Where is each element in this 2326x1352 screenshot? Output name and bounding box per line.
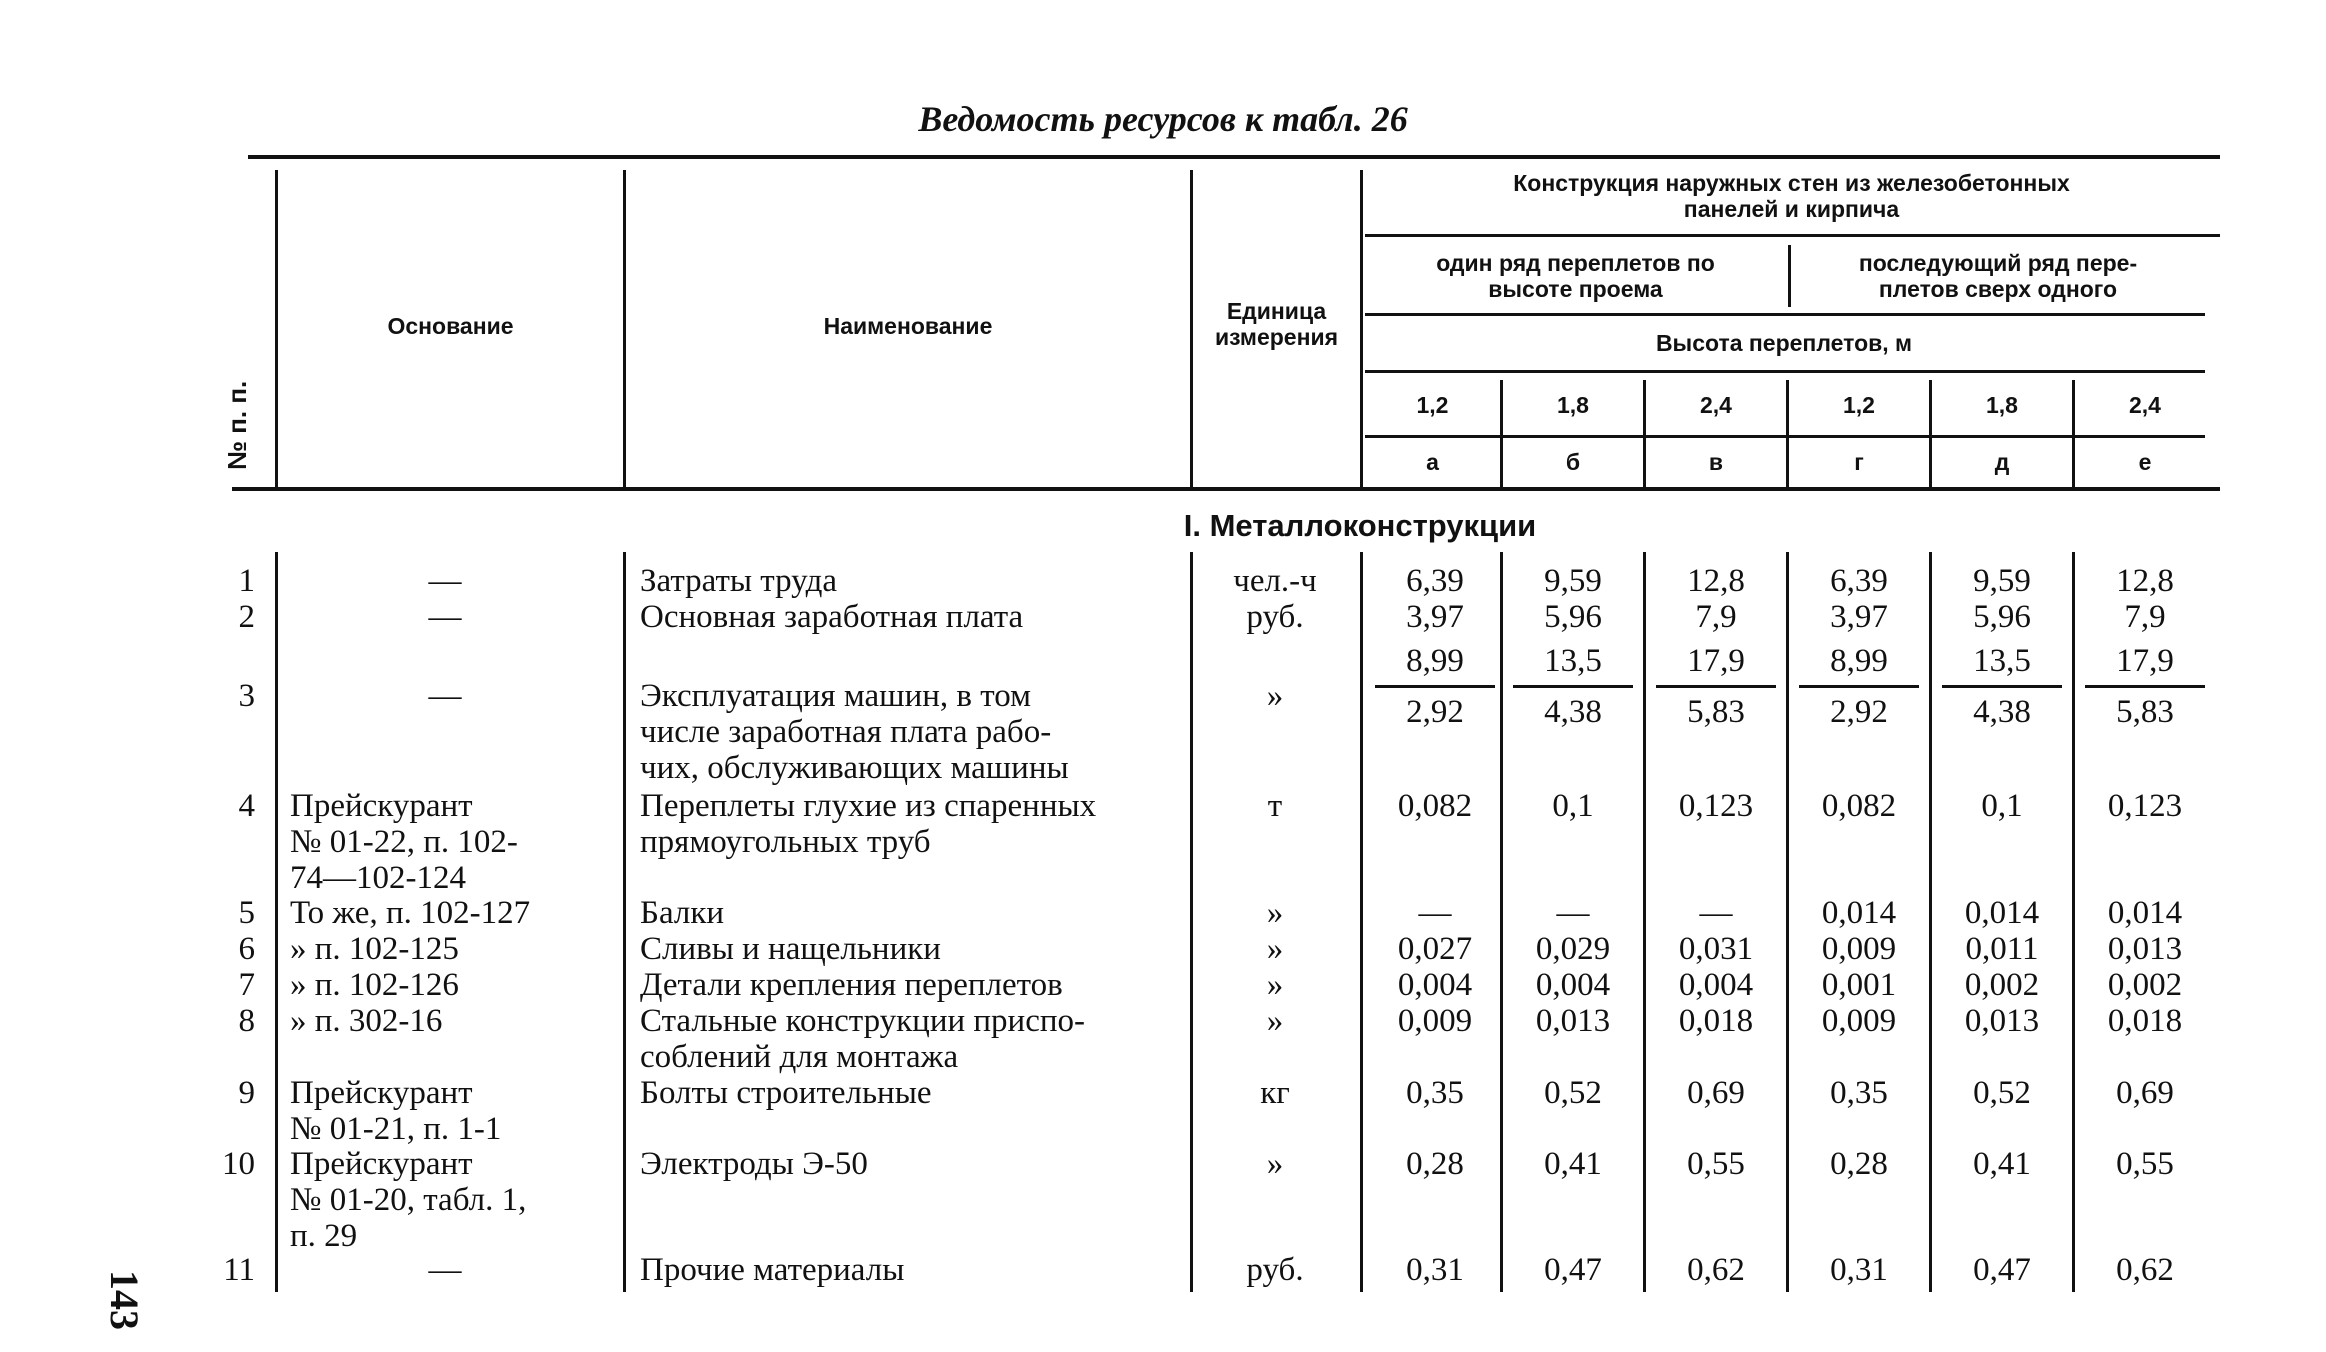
basis-line: — [428,599,462,635]
heights-rule [1365,435,2205,438]
basis-line: № 01-21, п. 1-1 [290,1111,502,1147]
row-number: 11 [223,1252,255,1288]
value-cell: 0,009 [1821,1003,1897,1039]
value-cell: 0,082 [1397,788,1473,824]
name-line: Стальные конструкции приспо- [640,1003,1086,1039]
fraction-numerator: 13,5 [1973,643,2031,679]
fraction-bar [1513,685,1633,688]
group2-header-line2: плетов сверх одного [1878,276,2118,302]
basis-line: То же, п. 102-127 [290,895,531,931]
value-cell: 0,013 [1535,1003,1611,1039]
value-cell: 0,014 [1964,895,2040,931]
height-a: 1,2 [1416,392,1449,418]
fraction-bar [1375,685,1495,688]
unit-cell: » [1266,967,1284,1003]
value-cell: 6,39 [1406,563,1464,599]
value-cell: 0,009 [1397,1003,1473,1039]
unit-cell: кг [1260,1075,1290,1111]
table-title: Ведомость ресурсов к табл. 26 [918,99,1408,139]
basis-line: — [428,678,462,714]
body-divider-4 [1360,552,1363,1292]
construction-header [1363,170,2220,222]
value-cell: 0,123 [1678,788,1754,824]
fraction-cell [2075,643,2215,730]
name-line: Прочие материалы [640,1252,905,1288]
value-cell: 0,014 [2107,895,2183,931]
fraction-denominator: 5,83 [1687,694,1745,730]
value-cell: 0,47 [1973,1252,2031,1288]
basis-line: № 01-20, табл. 1, [290,1182,527,1218]
value-cell: 0,31 [1406,1252,1464,1288]
value-cell: 0,002 [2107,967,2183,1003]
letter-d: г [1854,449,1864,475]
value-cell: 7,9 [2124,599,2166,635]
unit-cell: т [1267,788,1283,824]
unit-cell: руб. [1246,599,1304,635]
row-number: 10 [222,1146,255,1182]
value-cell: 0,013 [1964,1003,2040,1039]
value-cell: 5,96 [1973,599,2031,635]
basis-line: п. 29 [290,1218,358,1254]
value-cell: 0,001 [1821,967,1897,1003]
height-f: 2,4 [2129,392,2161,418]
unit-cell: » [1266,1003,1284,1039]
value-cell: 0,1 [1981,788,2023,824]
row-number: 8 [238,1003,255,1039]
fraction-numerator: 8,99 [1830,643,1888,679]
value-cell: 0,35 [1406,1075,1464,1111]
value-cell: 0,69 [2116,1075,2174,1111]
name-line: соблений для монтажа [640,1039,959,1075]
value-cell: 0,62 [1687,1252,1745,1288]
name-line: Переплеты глухие из спаренных [640,788,1097,824]
value-cell: 6,39 [1830,563,1888,599]
unit-header-line1: Единица [1226,298,1327,324]
name-line: прямоугольных труб [640,824,931,860]
letter-f: е [2138,449,2152,475]
letter-b: б [1565,449,1581,475]
group-rule [1365,313,2205,316]
value-cell: 0,009 [1821,931,1897,967]
value-cell: 0,004 [1397,967,1473,1003]
value-cell: 0,52 [1973,1075,2031,1111]
row-number: 2 [238,599,255,635]
construction-header-line2: панелей и кирпича [1683,196,1900,222]
fraction-bar [1942,685,2062,688]
fraction-bar [2085,685,2205,688]
value-cell: 0,35 [1830,1075,1888,1111]
value-cell: 0,002 [1964,967,2040,1003]
fraction-denominator: 4,38 [1544,694,1602,730]
row-number: 9 [238,1075,255,1111]
value-cell: 0,1 [1552,788,1594,824]
value-cell: 0,029 [1535,931,1611,967]
value-cell: — [1699,895,1733,931]
value-cell: 9,59 [1544,563,1602,599]
group2-header-line1: последующий ряд пере- [1858,250,2138,276]
value-cell: 0,52 [1544,1075,1602,1111]
name-line: Балки [640,895,725,931]
value-cell: 0,014 [1821,895,1897,931]
unit-header [1193,298,1360,350]
basis-line: Прейскурант [290,1075,473,1111]
body-divider-1 [275,552,278,1292]
value-cell: — [1418,895,1452,931]
letter-c: в [1708,449,1724,475]
unit-header-line2: измерения [1214,324,1339,350]
value-cell: 0,004 [1678,967,1754,1003]
value-cell: 7,9 [1695,599,1737,635]
height-label: Высота переплетов, м [1655,330,1913,356]
basis-line: » п. 102-125 [290,931,459,967]
value-cell: 0,28 [1830,1146,1888,1182]
name-line: Сливы и нащельники [640,931,941,967]
fraction-cell [1365,643,1505,730]
top-rule [248,155,2220,159]
value-cell: 3,97 [1830,599,1888,635]
value-cell: 0,47 [1544,1252,1602,1288]
value-cell: — [1556,895,1590,931]
height-c: 2,4 [1700,392,1732,418]
basis-line: » п. 102-126 [290,967,459,1003]
fraction-numerator: 17,9 [1687,643,1745,679]
value-cell: 0,082 [1821,788,1897,824]
basis-line: — [428,563,462,599]
fraction-cell [1789,643,1929,730]
value-cell: 0,027 [1397,931,1473,967]
value-cell: 5,96 [1544,599,1602,635]
fraction-bar [1656,685,1776,688]
name-header: Наименование [823,313,993,339]
value-cell: 0,018 [1678,1003,1754,1039]
unit-cell: » [1266,678,1284,714]
construction-header-line1: Конструкция наружных стен из железобетонных [1513,170,2070,196]
fraction-numerator: 13,5 [1544,643,1602,679]
unit-cell: руб. [1246,1252,1304,1288]
fraction-cell [1646,643,1786,730]
row-number: 5 [238,895,255,931]
fraction-numerator: 17,9 [2116,643,2174,679]
fraction-bar [1799,685,1919,688]
name-line: Электроды Э-50 [640,1146,868,1182]
unit-cell: » [1266,931,1284,967]
basis-header: Основание [387,313,514,339]
row-number: 1 [238,563,255,599]
name-line: Болты строительные [640,1075,932,1111]
header-bottom-rule [232,487,2220,491]
fraction-denominator: 2,92 [1406,694,1464,730]
height-d: 1,2 [1843,392,1875,418]
row-number: 4 [238,788,255,824]
height-e: 1,8 [1986,392,2018,418]
value-cell: 0,55 [2116,1146,2174,1182]
page-number: 143 [102,1270,147,1330]
unit-cell: » [1266,1146,1284,1182]
value-cell: 0,013 [2107,931,2183,967]
fraction-cell [1932,643,2072,730]
name-line: чих, обслуживающих машины [640,750,1069,786]
value-cell: 0,41 [1544,1146,1602,1182]
basis-line: № 01-22, п. 102- [290,824,518,860]
value-cell: 0,55 [1687,1146,1745,1182]
value-cell: 9,59 [1973,563,2031,599]
value-cell: 0,41 [1973,1146,2031,1182]
basis-line: — [428,1252,462,1288]
fraction-cell [1503,643,1643,730]
name-line: Основная заработная плата [640,599,1024,635]
name-line: Эксплуатация машин, в том [640,678,1031,714]
value-cell: 0,31 [1830,1252,1888,1288]
value-cell: 0,004 [1535,967,1611,1003]
construction-rule [1365,234,2220,237]
letter-e: д [1994,449,2010,475]
group1-header-line2: высоте проема [1488,276,1663,302]
row-number: 7 [238,967,255,1003]
section-title-text: I. Металлоконструкции [1183,508,1537,543]
fraction-denominator: 5,83 [2116,694,2174,730]
body-divider-2 [623,552,626,1292]
basis-line: Прейскурант [290,788,473,824]
fraction-denominator: 4,38 [1973,694,2031,730]
unit-cell: чел.-ч [1233,563,1317,599]
height-label-rule [1365,370,2205,373]
unit-cell: » [1266,895,1284,931]
group1-header [1363,250,1788,302]
row-number-header: № п. п. [222,380,252,470]
height-b: 1,8 [1557,392,1589,418]
row-number: 3 [238,678,255,714]
fraction-denominator: 2,92 [1830,694,1888,730]
value-cell: 0,62 [2116,1252,2174,1288]
value-cell: 0,28 [1406,1146,1464,1182]
basis-line: 74—102-124 [290,860,466,896]
name-line: Затраты труда [640,563,838,599]
basis-line: » п. 302-16 [290,1003,443,1039]
basis-line: Прейскурант [290,1146,473,1182]
row-number: 6 [238,931,255,967]
fraction-numerator: 8,99 [1406,643,1464,679]
value-cell: 0,011 [1965,931,2039,967]
value-cell: 12,8 [2116,563,2174,599]
group2-header [1791,250,2205,302]
letter-a: а [1426,449,1439,475]
value-cell: 0,018 [2107,1003,2183,1039]
value-cell: 0,69 [1687,1075,1745,1111]
value-cell: 12,8 [1687,563,1745,599]
value-cell: 0,031 [1678,931,1754,967]
value-cell: 3,97 [1406,599,1464,635]
name-line: числе заработная плата рабо- [640,714,1052,750]
value-cell: 0,123 [2107,788,2183,824]
group1-header-line1: один ряд переплетов по [1436,250,1715,276]
name-line: Детали крепления переплетов [640,967,1063,1003]
